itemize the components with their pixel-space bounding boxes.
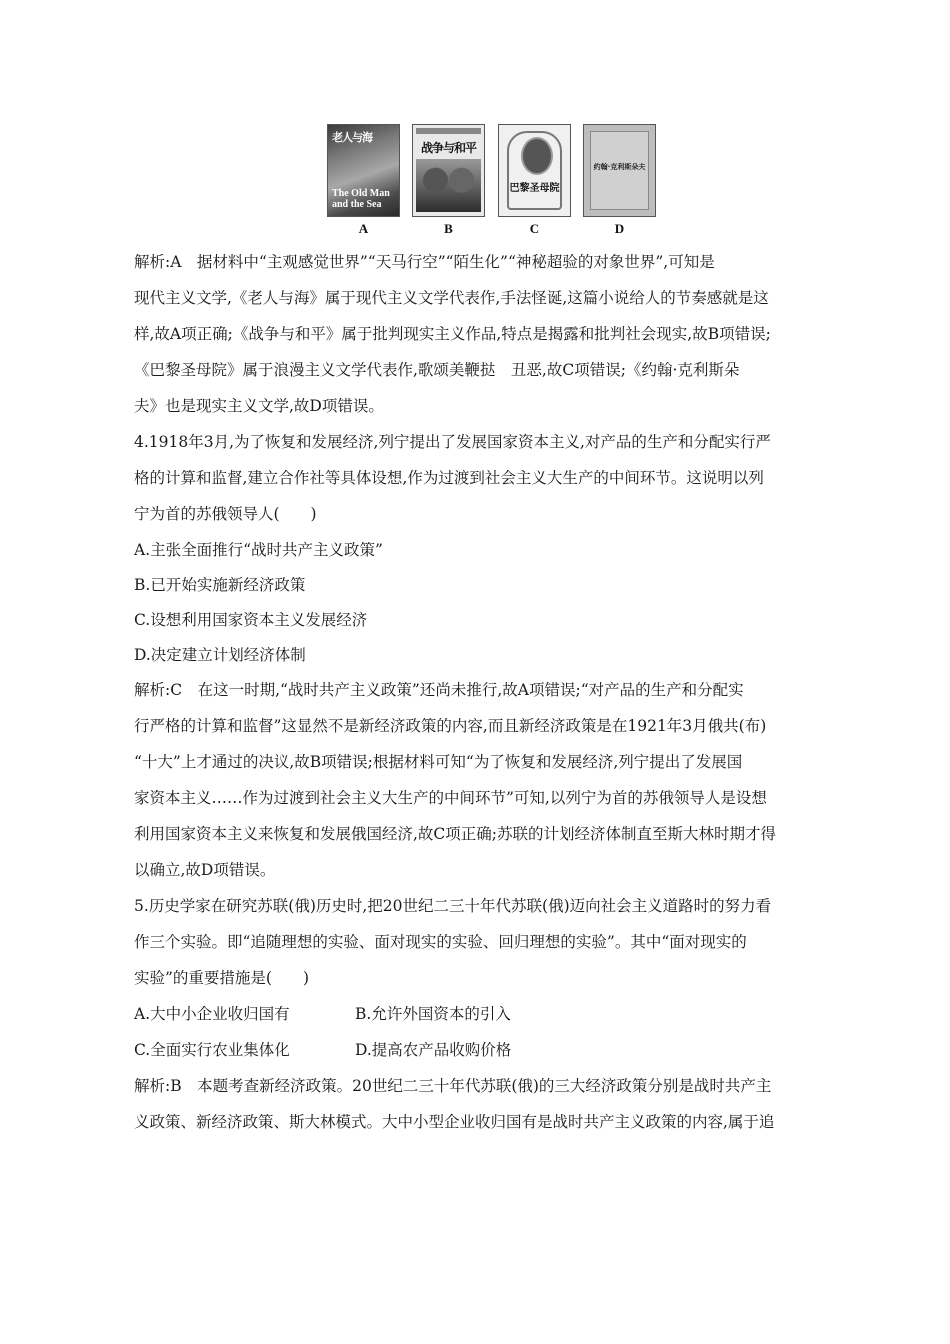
q4-analysis: 解析:C 在这一时期,“战时共产主义政策”还尚未推行,故A项错误;“对产品的生产和分配实 [134,681,744,699]
text-line: 家资本主义……作为过渡到社会主义大生产的中间环节”可知,以列宁为首的苏俄领导人是设想 [134,789,767,807]
cover-a-subtitle: The Old Man and the Sea [332,188,390,210]
cover-b-title: 战争与和平 [420,141,476,155]
text-line: 《巴黎圣母院》属于浪漫主义文学代表作,歌颂美鞭挞 丑恶,故C项错误;《约翰·克利斯朵 [134,361,740,379]
cover-b-image [416,159,481,212]
book-cover-b [412,124,485,217]
book-cover-a [327,124,400,217]
q5-option-d: D.提高农产品收购价格 [355,1041,512,1059]
book-cover-d [583,124,656,217]
text-line: 义政策、新经济政策、斯大林模式。大中小型企业收归国有是战时共产主义政策的内容,属于追 [134,1113,775,1131]
question-4-stem: 4.1918年3月,为了恢复和发展经济,列宁提出了发展国家资本主义,对产品的生产和分配实行严 [134,433,771,451]
text-line: 解析:A 据材料中“主观感觉世界”“天马行空”“陌生化”“神秘超验的对象世界”,可知是 [134,253,715,271]
book-cover-c [498,124,571,217]
text-line: 实验”的重要措施是( ) [134,969,310,987]
text-line: 格的计算和监督,建立合作社等具体设想,作为过渡到社会主义大生产的中间环节。这说明以列 [134,469,764,487]
cover-label-a: A [358,221,369,236]
text-line: 作三个实验。即“追随理想的实验、面对现实的实验、回归理想的实验”。其中“面对现实的 [134,933,747,951]
q5-option-a: A.大中小企业收归国有 [134,1005,290,1023]
q5-analysis: 解析:B 本题考查新经济政策。20世纪二三十年代苏联(俄)的三大经济政策分别是战时共产主 [134,1077,772,1095]
text-line: 行严格的计算和监督”这显然不是新经济政策的内容,而且新经济政策是在1921年3月俄共(布) [134,717,767,735]
q5-option-b: B.允许外国资本的引入 [355,1005,511,1023]
cover-d-title: 约翰·克利斯朵夫 [593,163,646,171]
cover-label-d: D [614,221,625,236]
question-5-stem: 5.历史学家在研究苏联(俄)历史时,把20世纪二三十年代苏联(俄)迈向社会主义道路时的努力看 [134,897,772,915]
text-line: 宁为首的苏俄领导人( ) [134,505,317,523]
cover-c-portrait [521,137,553,175]
text-line: 样,故A项正确;《战争与和平》属于批判现实主义作品,特点是揭露和批判社会现实,故B项错误; [134,325,771,343]
cover-b-strip [416,128,481,134]
cover-c-title: 巴黎圣母院 [509,183,560,194]
cover-a-title: 老人与海 [332,131,372,144]
text-line: 利用国家资本主义来恢复和发展俄国经济,故C项正确;苏联的计划经济体制直至斯大林时期才得 [134,825,777,843]
book-covers-figure [325,124,655,236]
cover-label-c: C [529,221,540,236]
q4-option-d: D.决定建立计划经济体制 [134,646,306,664]
text-line: 以确立,故D项错误。 [134,861,276,879]
text-line: 现代主义文学,《老人与海》属于现代主义文学代表作,手法怪诞,这篇小说给人的节奏感就是这 [134,289,769,307]
q4-option-c: C.设想利用国家资本主义发展经济 [134,611,368,629]
cover-d-panel [590,131,649,210]
text-line: 夫》也是现实主义文学,故D项错误。 [134,397,384,415]
text-line: “十大”上才通过的决议,故B项错误;根据材料可知“为了恢复和发展经济,列宁提出了发展国 [134,753,743,771]
q4-option-a: A.主张全面推行“战时共产主义政策” [134,541,383,559]
cover-label-b: B [444,221,453,236]
q4-option-b: B.已开始实施新经济政策 [134,576,306,594]
q5-option-c: C.全面实行农业集体化 [134,1041,290,1059]
